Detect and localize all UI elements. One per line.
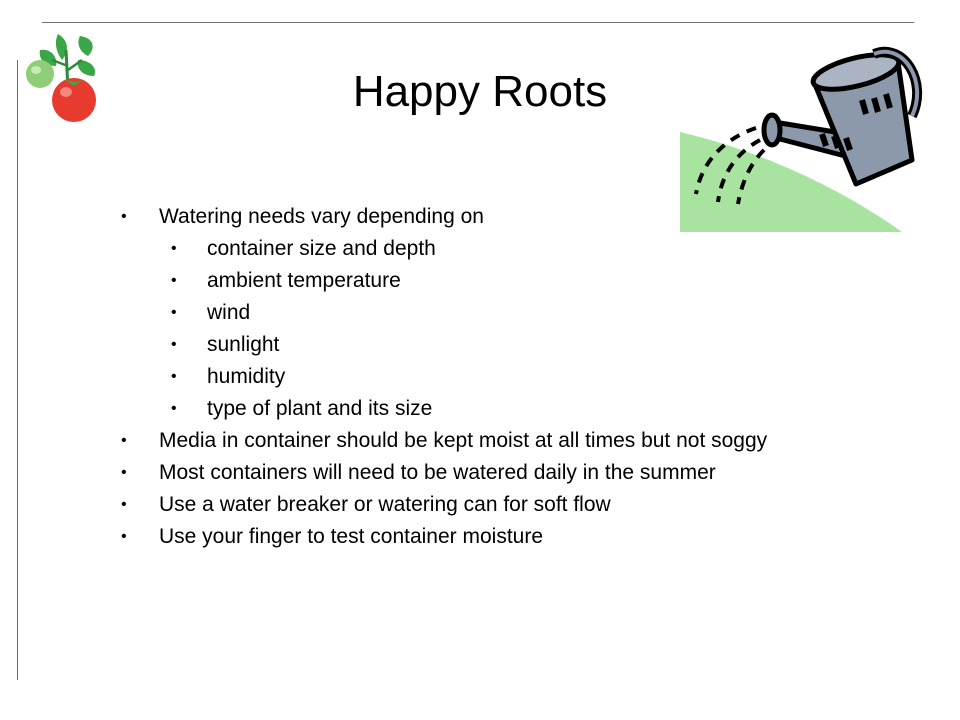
bullet-marker: • — [171, 304, 177, 321]
bullet-text: Use a water breaker or watering can for soft flow — [159, 493, 611, 516]
sub-bullet-item — [118, 393, 838, 425]
bullet-marker: • — [171, 336, 177, 353]
bullet-text: container size and depth — [207, 237, 436, 260]
bullet-marker: • — [121, 208, 127, 225]
bullet-marker: • — [121, 432, 127, 449]
bullet-item — [118, 489, 838, 521]
bullet-text: Watering needs vary depending on — [159, 205, 484, 228]
sub-bullet-item — [118, 329, 838, 361]
tomato-plant-icon — [18, 30, 104, 122]
bullet-item — [118, 201, 838, 233]
bullet-marker: • — [121, 464, 127, 481]
bullet-item — [118, 521, 838, 553]
sub-bullet-item — [118, 297, 838, 329]
bullet-text: Most containers will need to be watered daily in the summer — [159, 461, 716, 484]
bullet-marker: • — [171, 368, 177, 385]
bullet-marker: • — [121, 496, 127, 513]
bullet-text: wind — [207, 301, 251, 324]
bullet-marker: • — [171, 272, 177, 289]
bullet-item — [118, 457, 838, 489]
bullet-marker: • — [121, 528, 127, 545]
bullet-marker: • — [171, 400, 177, 417]
sub-bullet-item — [118, 265, 838, 297]
left-divider — [17, 60, 18, 680]
bullet-item — [118, 425, 838, 457]
bullet-text: Use your finger to test container moisture — [159, 525, 544, 548]
bullet-text: type of plant and its size — [207, 397, 433, 420]
bullet-text: humidity — [207, 365, 286, 388]
slide-title: Happy Roots — [352, 67, 608, 116]
bullet-list — [118, 201, 838, 553]
bullet-text: ambient temperature — [207, 269, 401, 292]
bullet-text: Media in container should be kept moist at all times but not soggy — [159, 429, 768, 452]
top-divider — [42, 22, 914, 23]
bullet-text: sunlight — [207, 333, 280, 356]
sub-bullet-item — [118, 361, 838, 393]
sub-bullet-item — [118, 233, 838, 265]
bullet-marker: • — [171, 240, 177, 257]
